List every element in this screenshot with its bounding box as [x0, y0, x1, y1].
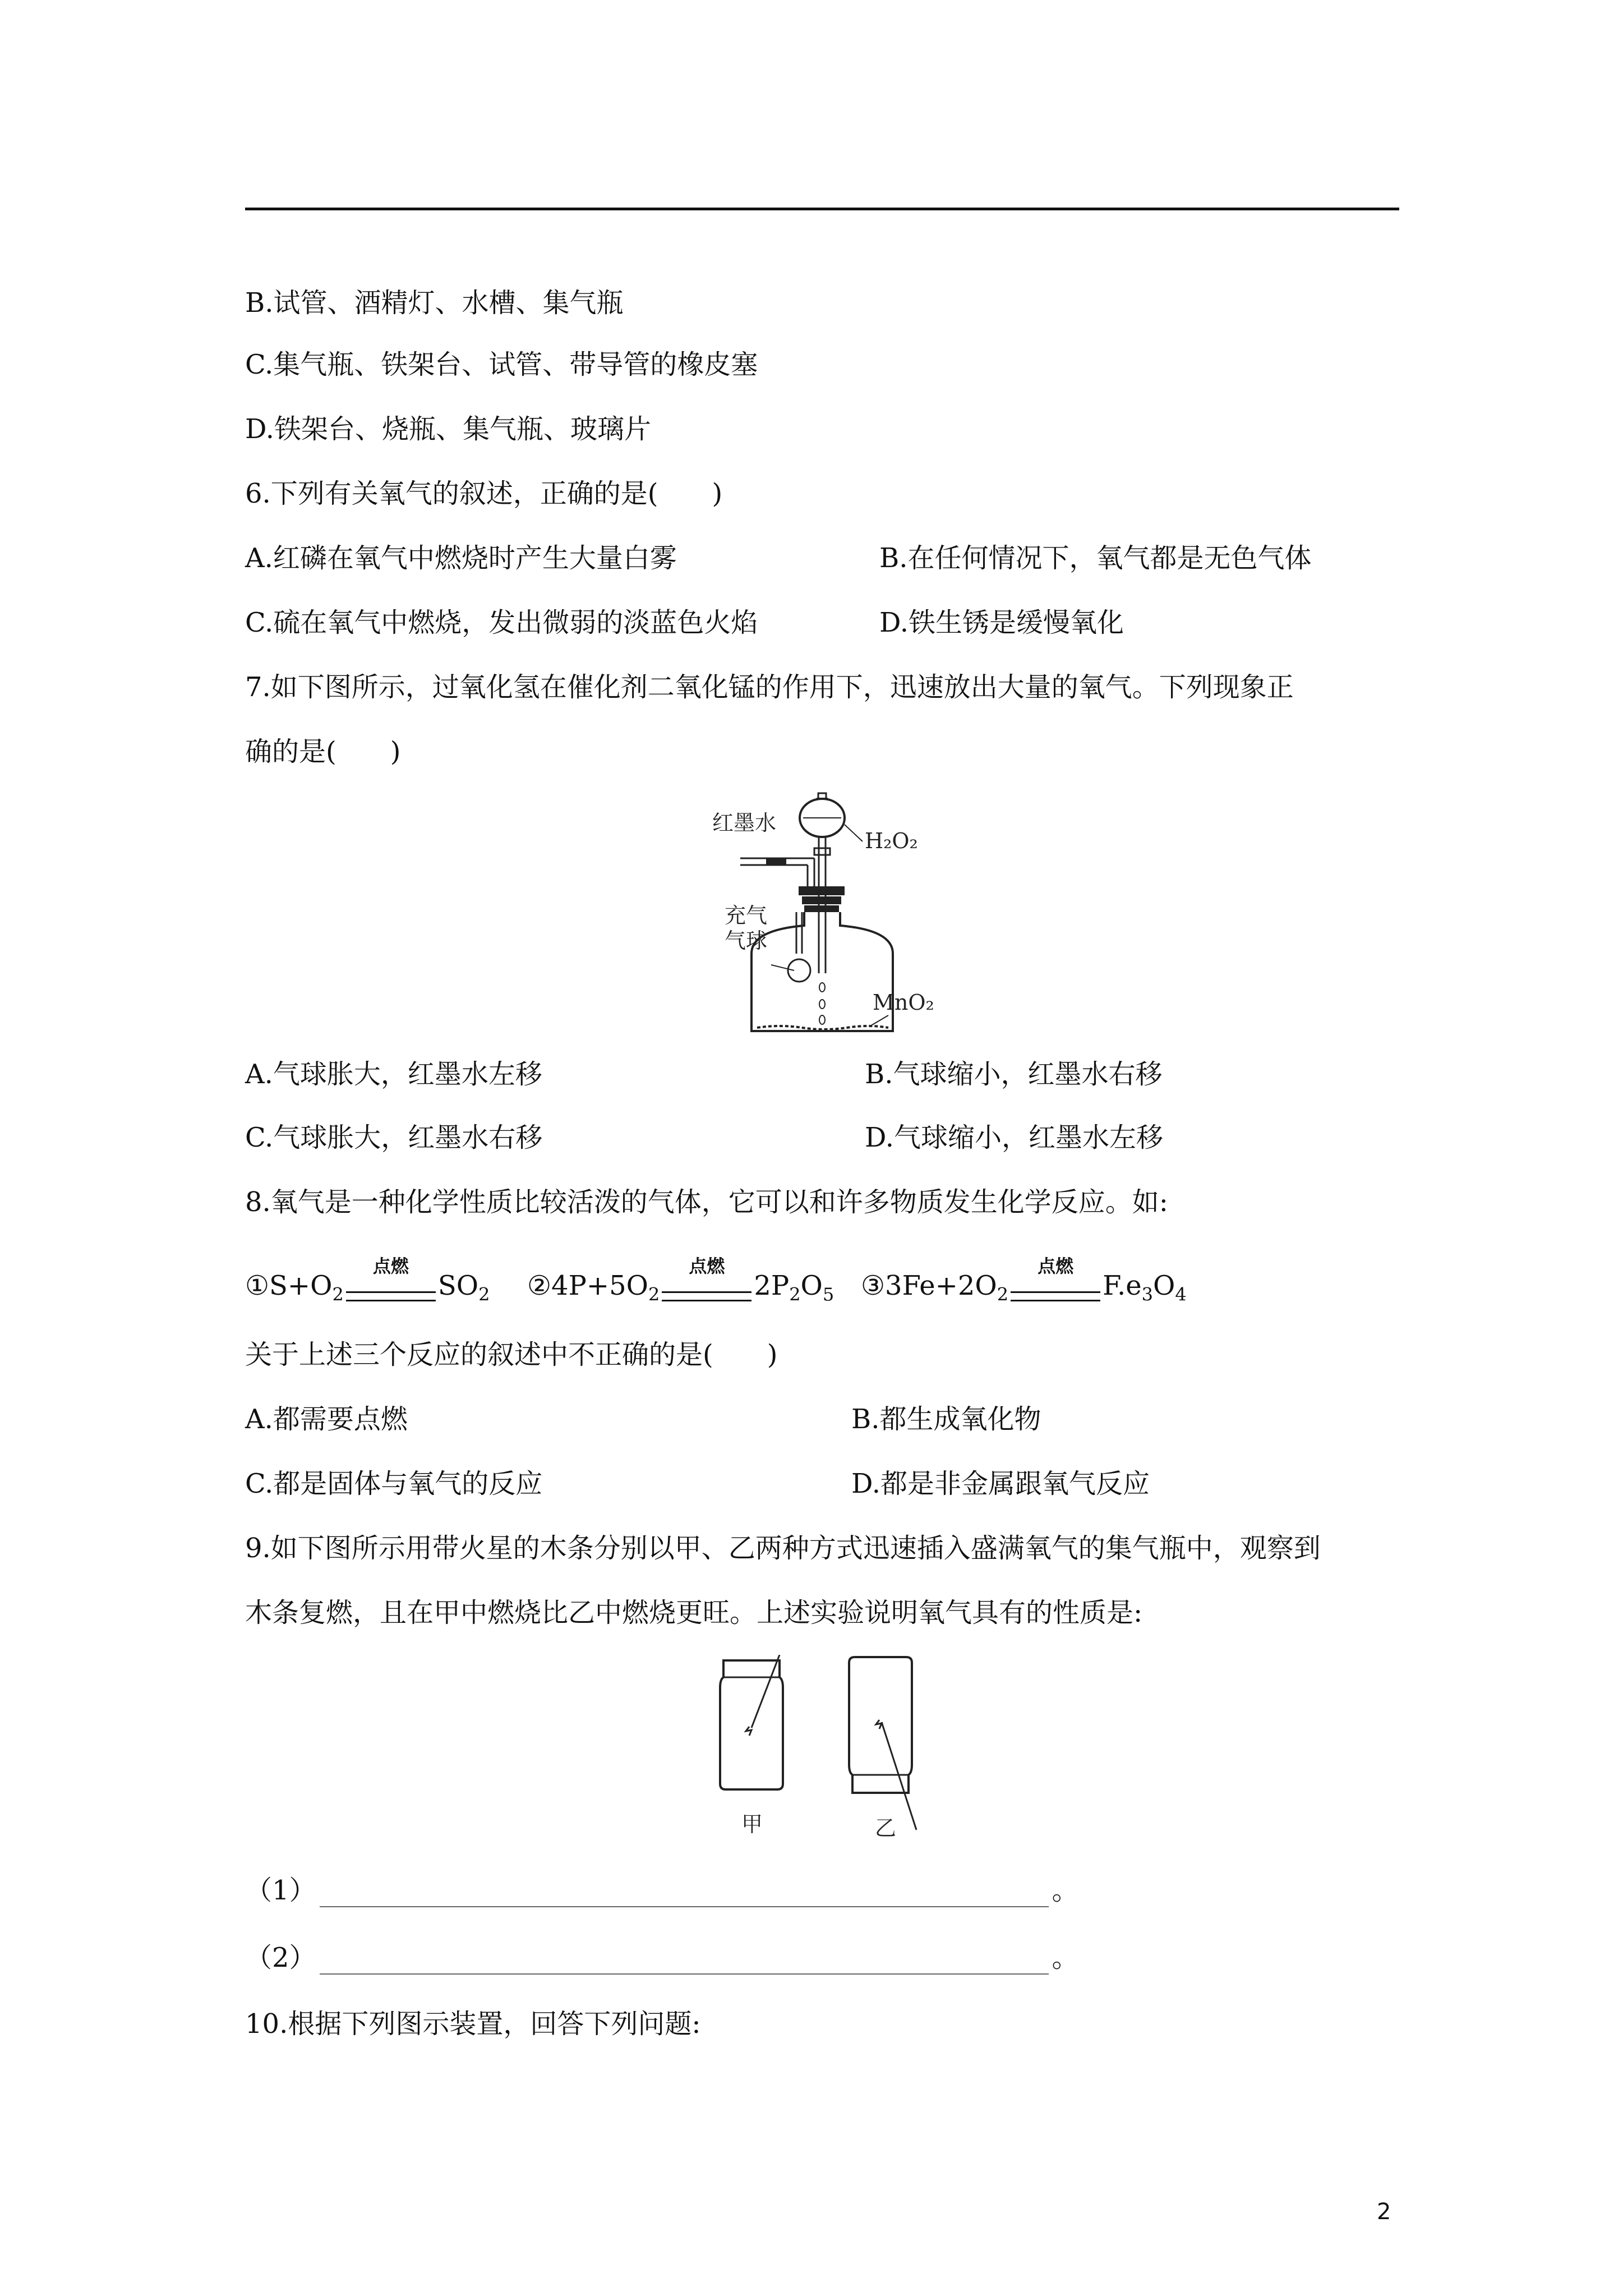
eq3-left: ③3Fe+2O: [861, 1270, 997, 1301]
label-balloon-1: 充气: [725, 903, 768, 928]
eq2-condition: 点燃: [689, 1255, 725, 1277]
label-mno2: MnO₂: [873, 990, 934, 1015]
label-h2o2: H₂O₂: [865, 829, 918, 853]
eq3-condition: 点燃: [1038, 1255, 1074, 1277]
q8-equation-1: [245, 1255, 490, 1312]
eq3-right-sub2: 4: [1175, 1283, 1187, 1305]
q8-equation-2: [527, 1255, 834, 1312]
eq1-condition: 点燃: [372, 1255, 409, 1277]
eq1-left: ①S+O: [245, 1270, 333, 1301]
q6-option-a: A.红磷在氧气中燃烧时产生大量白雾: [245, 542, 677, 574]
q6-option-b: B.在任何情况下，氧气都是无色气体: [879, 542, 1312, 574]
eq2-right: 2P: [754, 1270, 790, 1301]
eq2-right-mid: O: [800, 1270, 823, 1301]
q9-stem-line2: 木条复燃，且在甲中燃烧比乙中燃烧更旺。上述实验说明氧气具有的性质是:: [245, 1597, 1143, 1628]
q5-option-c: C.集气瓶、铁架台、试管、带导管的橡皮塞: [245, 349, 758, 380]
q7-option-b: B.气球缩小，红墨水右移: [865, 1059, 1163, 1090]
q8-option-d: D.都是非金属跟氧气反应: [851, 1468, 1150, 1499]
q6-option-c: C.硫在氧气中燃烧，发出微弱的淡蓝色火焰: [245, 607, 758, 638]
eq1-right: SO: [437, 1270, 479, 1301]
q9-answer-1-blank[interactable]: [320, 1884, 1049, 1907]
q8-equation-3: [861, 1255, 1187, 1312]
q7-apparatus-figure: [712, 785, 959, 1043]
q8-stem: 8.氧气是一种化学性质比较活泼的气体，它可以和许多物质发生化学反应。如:: [245, 1186, 1168, 1218]
eq2-right-sub1: 2: [789, 1283, 801, 1305]
eq3-right-mid: O: [1152, 1270, 1175, 1301]
q10-stem: 10.根据下列图示装置，回答下列问题:: [245, 2008, 701, 2040]
eq2-arrow: [660, 1255, 754, 1312]
q5-option-b: B.试管、酒精灯、水槽、集气瓶: [245, 287, 624, 319]
q8-stem-2: 关于上述三个反应的叙述中不正确的是( ): [245, 1339, 778, 1370]
q5-option-d: D.铁架台、烧瓶、集气瓶、玻璃片: [245, 413, 652, 445]
q8-option-b: B.都生成氧化物: [851, 1404, 1041, 1435]
eq1-arrow: [344, 1255, 438, 1312]
q6-option-d: D.铁生锈是缓慢氧化: [879, 607, 1124, 638]
eq2-right-sub2: 5: [822, 1283, 834, 1305]
q9-answer-1-prefix: （1）: [245, 1875, 316, 1906]
q9-jars-figure: [707, 1655, 942, 1846]
eq2-left-sub: 2: [648, 1283, 660, 1305]
eq1-right-sub: 2: [478, 1283, 490, 1305]
q8-option-a: A.都需要点燃: [245, 1404, 408, 1435]
label-red-ink: 红墨水: [712, 811, 777, 835]
header-rule: [245, 208, 1399, 210]
q7-stem-line2: 确的是( ): [245, 736, 401, 767]
q9-answer-2-suffix: 。: [1052, 1942, 1079, 1973]
q7-option-a: A.气球胀大，红墨水左移: [245, 1059, 542, 1090]
label-balloon-2: 气球: [725, 928, 768, 953]
eq3-right: F.e: [1103, 1270, 1142, 1301]
q7-option-d: D.气球缩小，红墨水左移: [865, 1122, 1164, 1153]
eq1-left-sub: 2: [332, 1283, 344, 1305]
q6-stem: 6.下列有关氧气的叙述，正确的是( ): [245, 478, 723, 509]
eq3-arrow: [1008, 1255, 1103, 1312]
q7-option-c: C.气球胀大，红墨水右移: [245, 1122, 543, 1153]
eq3-left-sub: 2: [997, 1283, 1009, 1305]
label-yi: 乙: [875, 1816, 897, 1841]
q9-stem-line1: 9.如下图所示用带火星的木条分别以甲、乙两种方式迅速插入盛满氧气的集气瓶中，观察到: [245, 1533, 1321, 1564]
q9-answer-2-prefix: （2）: [245, 1942, 316, 1973]
q7-stem-line1: 7.如下图所示，过氧化氢在催化剂二氧化锰的作用下，迅速放出大量的氧气。下列现象正: [245, 671, 1294, 703]
label-jia: 甲: [741, 1812, 763, 1837]
q9-answer-1: [245, 1874, 1079, 1907]
q9-answer-2: [245, 1941, 1079, 1975]
eq2-left: ②4P+5O: [527, 1270, 648, 1301]
q9-answer-1-suffix: 。: [1052, 1875, 1079, 1906]
q9-answer-2-blank[interactable]: [320, 1951, 1049, 1975]
q8-option-c: C.都是固体与氧气的反应: [245, 1468, 543, 1499]
page-number: 2: [1377, 2199, 1391, 2225]
eq3-right-sub1: 3: [1141, 1283, 1153, 1305]
